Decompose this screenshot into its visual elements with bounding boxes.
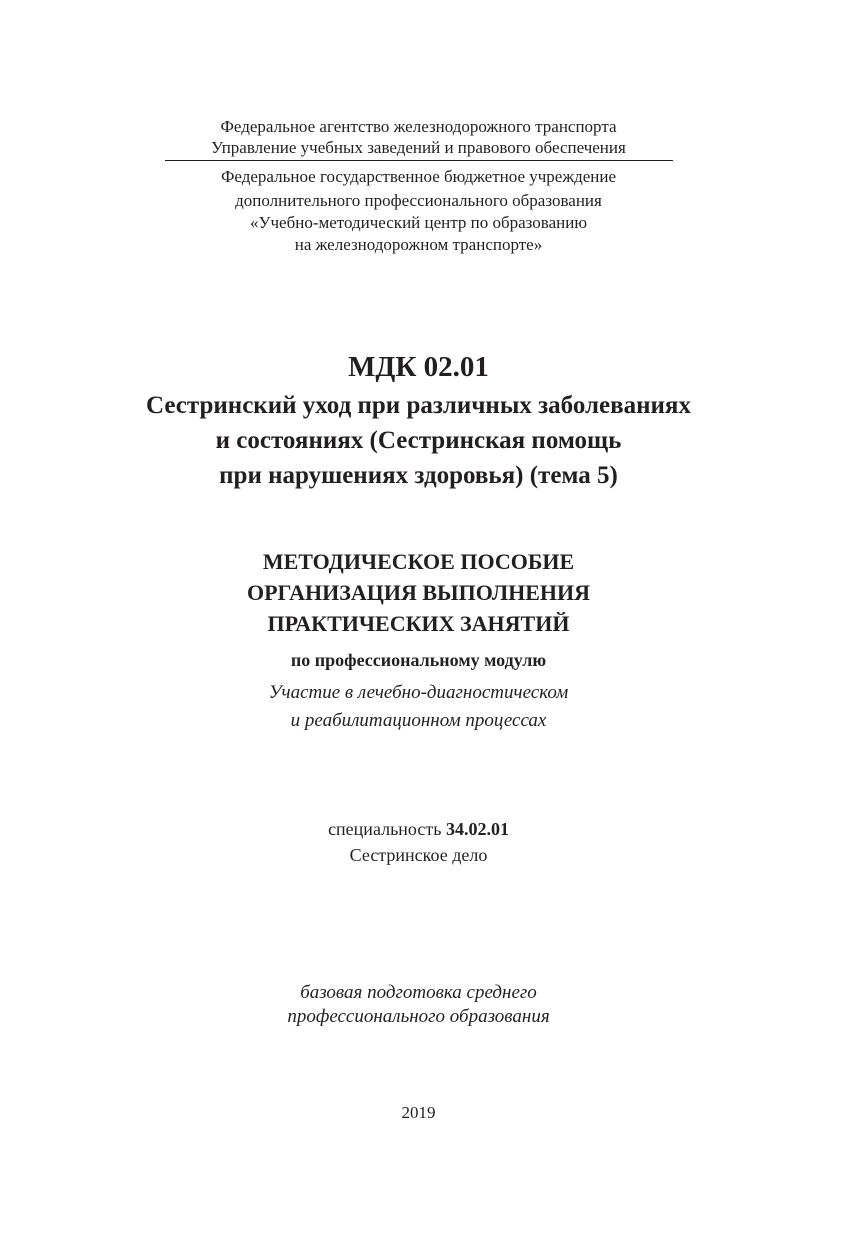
institution-line-1: Федеральное государственное бюджетное учреждение bbox=[220, 167, 617, 186]
manual-caps-line-3: ПРАКТИЧЕСКИХ ЗАНЯТИЙ bbox=[267, 611, 570, 636]
subject-line-3: при нарушениях здоровья) (тема 5) bbox=[219, 462, 618, 489]
institution-line-4: на железнодорожном транспорте» bbox=[294, 235, 543, 254]
module-name-line-1: Участие в лечебно-диагностическом bbox=[268, 682, 569, 703]
agency-line-2: Управление учебных заведений и правового обеспечения bbox=[211, 138, 626, 157]
subject-line-1: Сестринский уход при различных заболеваниях bbox=[146, 392, 691, 419]
manual-caps-line-2: ОРГАНИЗАЦИЯ ВЫПОЛНЕНИЯ bbox=[246, 580, 591, 605]
specialty-code: 34.02.01 bbox=[445, 819, 509, 839]
institution-line-2: дополнительного профессионального образования bbox=[235, 191, 602, 210]
module-line: по профессиональному модулю bbox=[290, 650, 547, 670]
module-name-line-2: и реабилитационном процессах bbox=[290, 710, 547, 731]
level-line-2: профессионального образования bbox=[287, 1006, 550, 1027]
agency-line-1: Федеральное агентство железнодорожного транспорта bbox=[220, 117, 617, 136]
subject-line-2: и состояниях (Сестринская помощь bbox=[215, 427, 622, 454]
header-divider bbox=[165, 160, 673, 161]
specialty-name: Сестринское дело bbox=[349, 845, 488, 865]
manual-caps-line-1: МЕТОДИЧЕСКОЕ ПОСОБИЕ bbox=[262, 549, 575, 574]
publication-year: 2019 bbox=[401, 1103, 436, 1122]
institution-line-3: «Учебно-методический центр по образованию bbox=[249, 213, 588, 232]
specialty-label: специальность bbox=[328, 819, 446, 839]
level-line-1: базовая подготовка среднего bbox=[300, 982, 537, 1003]
specialty-line bbox=[0, 820, 837, 838]
course-code: МДК 02.01 bbox=[348, 351, 489, 383]
